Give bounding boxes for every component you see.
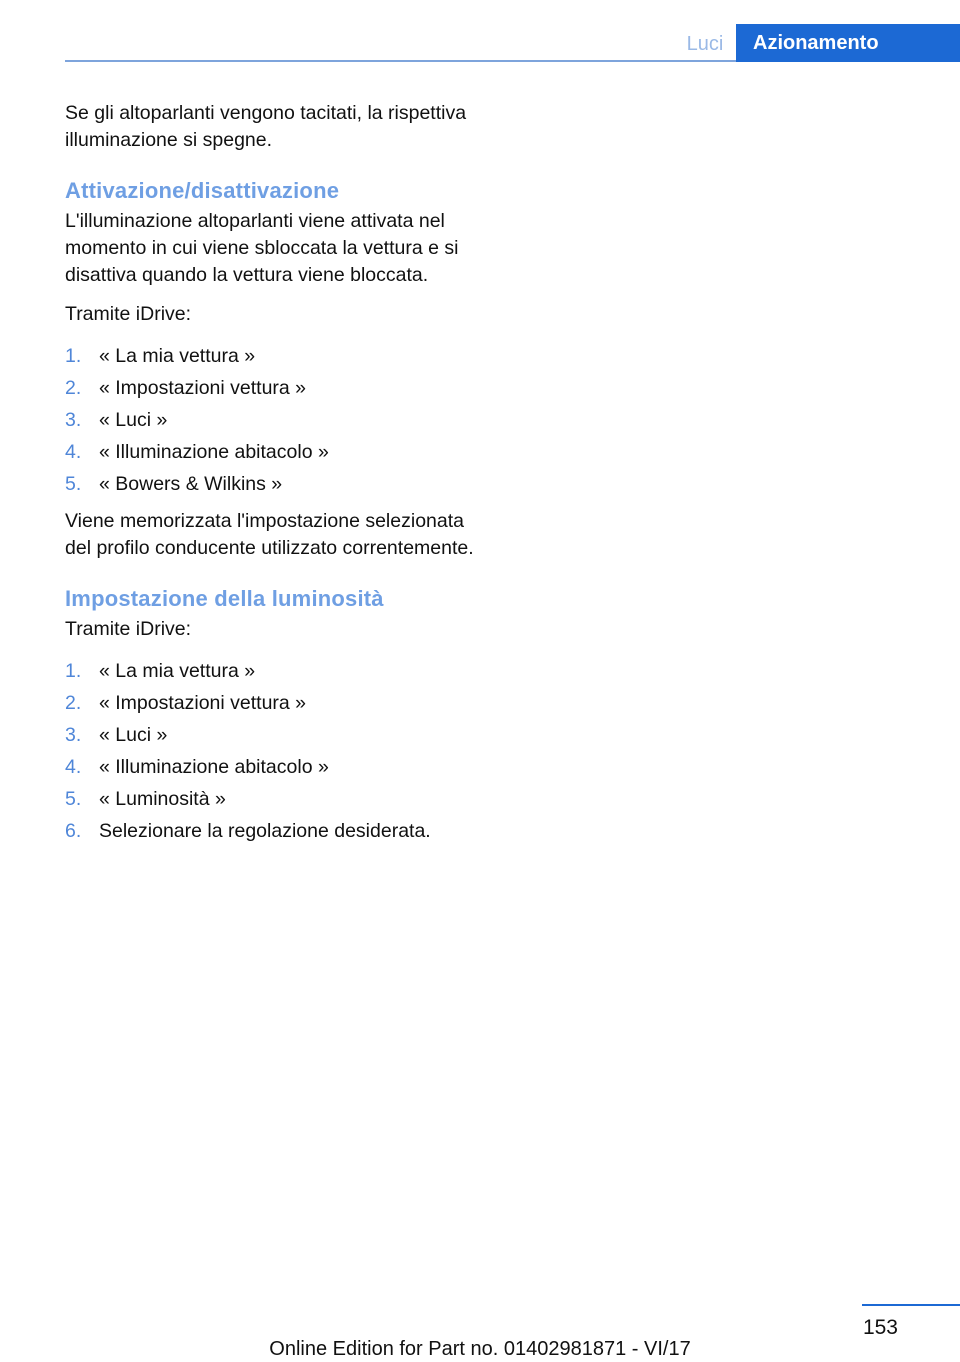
list-item (65, 655, 485, 687)
section-title-activation: Attivazione/disattivazione (65, 178, 340, 203)
step-text: « Luci » (99, 724, 168, 746)
step-text: « Impostazioni vettura » (99, 377, 307, 399)
page-number: 153 (862, 1316, 898, 1339)
list-item (65, 404, 485, 436)
step-number: 5. (65, 788, 82, 810)
step-text: « Bowers & Wilkins » (99, 473, 283, 495)
list-item (65, 719, 485, 751)
step-text: « Illuminazione abitacolo » (99, 756, 329, 778)
content-column (65, 100, 485, 855)
activation-paragraph: L'illuminazione altoparlanti viene attivata nel momento in cui viene sbloccata la vettura e si disattiva quando la vettura viene bloccata. (65, 210, 459, 286)
step-text: « La mia vettura » (99, 345, 256, 367)
step-number: 3. (65, 409, 82, 431)
activation-note: Viene memorizzata l'impostazione selezionata del profilo conducente utilizzato correntemente. (65, 510, 474, 559)
intro-paragraph: Se gli altoparlanti vengono tacitati, la rispettiva illuminazione si spegne. (65, 102, 467, 151)
step-text: « Impostazioni vettura » (99, 692, 307, 714)
footer-rule (862, 1304, 960, 1306)
list-item (65, 468, 485, 500)
brightness-steps (65, 655, 485, 847)
brightness-lead: Tramite iDrive: (65, 618, 192, 640)
step-text: « La mia vettura » (99, 660, 256, 682)
section-title-brightness: Impostazione della luminosità (65, 586, 384, 611)
footer-edition: Online Edition for Part no. 01402981871 - VI/17 (269, 1338, 691, 1360)
step-number: 2. (65, 377, 82, 399)
breadcrumb-chapter: Azionamento (736, 24, 960, 62)
list-item (65, 340, 485, 372)
step-number: 5. (65, 473, 82, 495)
step-text: « Luci » (99, 409, 168, 431)
list-item (65, 751, 485, 783)
step-number: 1. (65, 660, 82, 682)
step-text: « Luminosità » (99, 788, 226, 810)
list-item (65, 436, 485, 468)
step-text: « Illuminazione abitacolo » (99, 441, 329, 463)
step-number: 4. (65, 756, 82, 778)
step-number: 1. (65, 345, 82, 367)
activation-lead: Tramite iDrive: (65, 303, 192, 325)
step-number: 6. (65, 820, 82, 842)
breadcrumb-section: Luci (686, 33, 724, 55)
list-item (65, 372, 485, 404)
list-item (65, 815, 485, 847)
step-number: 4. (65, 441, 82, 463)
list-item (65, 687, 485, 719)
step-text: Selezionare la regolazione desiderata. (99, 820, 431, 842)
list-item (65, 783, 485, 815)
step-number: 3. (65, 724, 82, 746)
activation-steps (65, 340, 485, 500)
step-number: 2. (65, 692, 82, 714)
